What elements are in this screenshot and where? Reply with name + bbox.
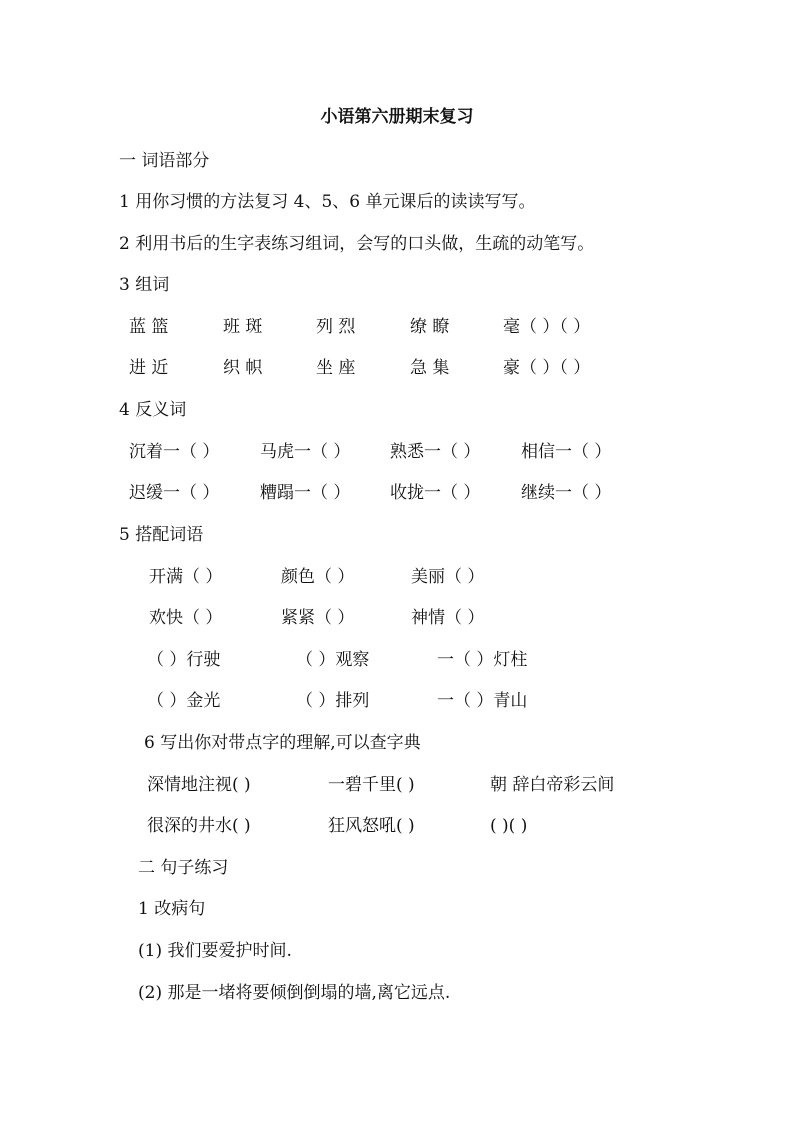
item5-row3-phrase3: 一（ ）灯柱: [437, 650, 528, 670]
item3-row1-word1: 蓝 篮: [129, 317, 169, 337]
item5-row1-phrase1: 开满（ ）: [149, 567, 223, 587]
item5-row4-phrase1: （ ）金光: [147, 691, 221, 711]
item5-row3-phrase2: （ ）观察: [296, 650, 370, 670]
item6-row1-phrase3: 朝 辞白帝彩云间: [490, 775, 615, 795]
section1-item6-heading: 6 写出你对带点字的理解,可以查字典: [144, 733, 421, 753]
section1-item2: 2 利用书后的生字表练习组词，会写的口头做，生疏的动笔写。: [119, 234, 595, 254]
item3-row1-word4: 缭 瞭: [410, 317, 450, 337]
section2-heading: 二 句子练习: [138, 858, 229, 878]
item5-row1-phrase2: 颜色（ ）: [281, 567, 355, 587]
item6-row2-phrase1: 很深的井水( ): [147, 816, 251, 836]
section1-item4-heading: 4 反义词: [119, 400, 187, 420]
item6-row1-phrase2: 一碧千里( ): [328, 775, 415, 795]
item5-row4-phrase3: 一（ ）青山: [437, 691, 528, 711]
section1-heading: 一 词语部分: [119, 151, 210, 171]
item4-row2-pair3: 收拢一（ ）: [390, 483, 481, 503]
item3-row1-word5: 毫（ ）（ ）: [503, 317, 591, 337]
section1-item5-heading: 5 搭配词语: [119, 525, 204, 545]
item3-row1-word3: 列 烈: [316, 317, 356, 337]
section1-item1: 1 用你习惯的方法复习 4、5、6 单元课后的读读写写。: [119, 192, 536, 212]
item3-row2-word3: 坐 座: [316, 358, 356, 378]
item5-row1-phrase3: 美丽（ ）: [411, 567, 485, 587]
item5-row2-phrase2: 紧紧（ ）: [281, 608, 355, 628]
section2-sentence1: (1) 我们要爱护时间.: [138, 941, 292, 961]
section1-item3-heading: 3 组词: [119, 275, 170, 295]
item5-row4-phrase2: （ ）排列: [296, 691, 370, 711]
item5-row3-phrase1: （ ）行驶: [147, 650, 221, 670]
item4-row1-pair1: 沉着一（ ）: [129, 442, 220, 462]
section2-sentence2: (2) 那是一堵将要倾倒倒塌的墙,离它远点.: [138, 983, 451, 1003]
item3-row2-word4: 急 集: [410, 358, 450, 378]
item6-row2-phrase2: 狂风怒吼( ): [328, 816, 415, 836]
item4-row1-pair2: 马虎一（ ）: [260, 442, 351, 462]
item4-row2-pair1: 迟缓一（ ）: [129, 483, 220, 503]
item4-row2-pair4: 继续一（ ）: [521, 483, 612, 503]
item3-row2-word1: 进 近: [129, 358, 169, 378]
document-title: 小语第六册期末复习: [320, 107, 474, 127]
item3-row1-word2: 班 斑: [223, 317, 263, 337]
item6-row1-phrase1: 深情地注视( ): [147, 775, 251, 795]
item5-row2-phrase1: 欢快（ ）: [149, 608, 223, 628]
item5-row2-phrase3: 神情（ ）: [411, 608, 485, 628]
item4-row1-pair4: 相信一（ ）: [521, 442, 612, 462]
item3-row2-word5: 豪（ ）（ ）: [503, 358, 591, 378]
item4-row1-pair3: 熟悉一（ ）: [390, 442, 481, 462]
item6-row2-phrase3: ( )( ): [490, 816, 528, 836]
section2-item1-heading: 1 改病句: [138, 899, 206, 919]
item4-row2-pair2: 糟蹋一（ ）: [260, 483, 351, 503]
item3-row2-word2: 织 帜: [223, 358, 263, 378]
